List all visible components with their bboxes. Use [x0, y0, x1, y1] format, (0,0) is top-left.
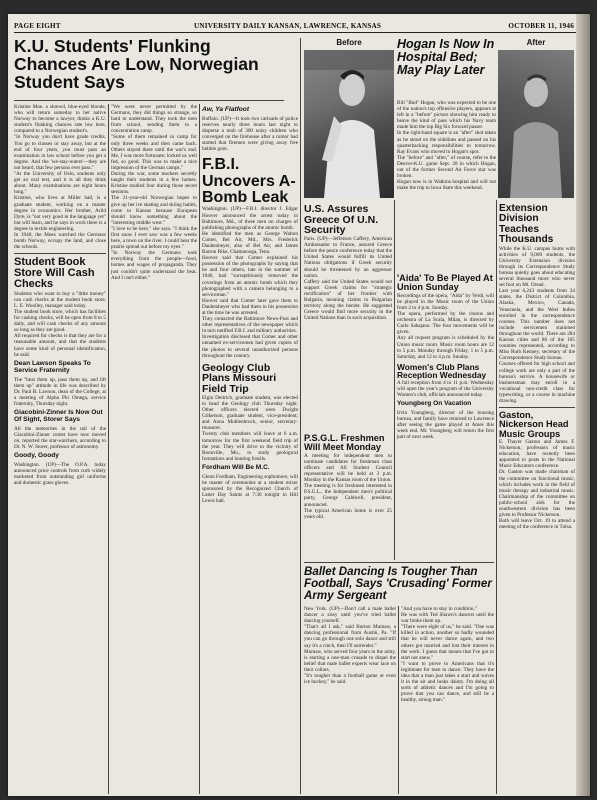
gaston-body: E. Thayer Gaston and James F. Nickerson, professors of music education, have recently been appointed to posts in the National Music Educators conference. Dr. Gaston was made chairman of the committee on functional music, which includes work in the field of music therapy and industrial music. Chairmanship of the committee on public-school aids for the southwestern division has been given to Professor Nickerson. Both will leave Oct. 19 to attend a meeting of the conference in Tulsa.	[499, 438, 575, 531]
goody-body: Washington. (UP)—The O.P.A. today announced price controls from curb widely marketed from outstanding girl uniforms and domestic grass gloves.	[14, 462, 106, 487]
hogan-headline: Hogan Is Now In Hospital Bed; May Play Later	[397, 38, 495, 77]
psgl-article	[304, 434, 392, 559]
column-rule	[398, 606, 399, 794]
womens-club-headline: Women's Club Plans Reception Wednesday	[397, 361, 487, 381]
masthead	[14, 20, 578, 33]
paper-title: UNIVERSITY DAILY KANSAN, LAWRENCE, KANSAS	[194, 22, 382, 30]
binding-edge	[576, 14, 590, 796]
column-1	[14, 104, 106, 794]
geology-headline: Geology Club Plans Missouri Field Trip	[202, 361, 277, 396]
hogan-headline-block	[397, 38, 497, 98]
ballet-headline-block	[304, 566, 494, 602]
newspaper-page	[8, 14, 590, 796]
youngberg-body: Irvin Youngberg, director of the housing bureau, and family have returned to Lawrence after seeing the game played at Ames this week end. Mr. Youngberg will return the first part of next week.	[397, 410, 494, 441]
column-rule	[394, 200, 395, 560]
psgl-body: A meeting for independent men to nominate candidates for freshman class officers and All Student Council representative will be held at 3 p.m. Monday in the Kansas room of the Union. The meeting is for freshmen interested in P.S.G.L., the Independent men's political party, George Caldwell, president, announced. The typical American home is over 25 years old.	[304, 452, 392, 520]
column-rule	[108, 104, 109, 794]
ballet-column-1	[304, 606, 396, 794]
page-label: PAGE EIGHT	[14, 22, 61, 30]
hogan-article	[397, 100, 496, 270]
lead-headline: K.U. Students' Flunking Chances Are Low, Norwegian Student Says	[14, 38, 259, 92]
lead-body-1: Kristine Moe, a shrewd, blue-eyed blonde, who will return someday to her native Norway to become a lawyer, thinks a K.U. student's flunking chances rate low here, compared to a Norwegian student's. "In Norway you don't have grade credits. You go to classes or stay away, but at the end of four years, you must pass an examination in law school before you get a degree. And the 'we-stay-outers'—they are not heard, that few persons ever pass." "At the University of Oslo, students only get an oral test, and it is all they think about. Many examinations are eight hours long." Kristine, who lives at Miller hall, is a graduate student, working on a master degree in economics. Her brother, Arild Dyre, is "not very good in the language yet" but will learn, and he says in work there is a degree in textile engineering. In 1940, the Moes watched the Germans bomb Norway, occupy the land, and close the schools.	[14, 104, 106, 251]
extension-body: While the K.U. campus hums with activities of 9,000 students, the University Extension division through its Correspondence Study bureau quietly goes about educating several thousand more who never set foot on Mt. Oread. Last year 6,243 students from 34 states, the District of Columbia, Alaska, Mexico, Canada, Venezuela, and the West Indies enrolled in the correspondence courses. This number does not include servicemen stationed throughout the world. There are 284 Kansas cities and 86 of the 105 counties represented, according to Miss Ruth Kenney, secretary of the Correspondence Study bureau. Courses offered for high school and college work are only a part of the bureau's service. A housewife or businessman may enroll in a vocational non-credit class for typewriting, or a course in machine drawing.	[499, 245, 575, 404]
before-caption: Before	[336, 38, 362, 47]
gaston-headline: Gaston, Nickerson Head Music Groups	[499, 409, 569, 439]
giacobini-body: All the meteorites in the tail of the Giacobini-Zinner comet have now moved on, reported the star-watchers, according to Dr. N. W. Storer, professor of astronomy.	[14, 425, 106, 451]
un-body: Paris. (UP)—Jefferson Caffery, American Ambassador to France, assured Greece before the peace conference today that the United States would fulfill its United Nations obligations if Greek security should be threatened by an aggressor nation. Caffery said the United States would not support Greek claims for "strategic rectification" of her frontier with Bulgaria, meaning claims to Bulgarian territory along the border. He suggested Greece would find more security in the United Nations than in such acquisition.	[304, 236, 392, 322]
column-rule	[300, 38, 301, 794]
extension-article	[499, 204, 575, 794]
before-photo-figure	[304, 50, 394, 198]
store-body: Students who want to buy a "little money" can cash checks at the student book store, L. E. Woolley, manager said today. The student book store, which has facilities for cashing checks, will be open from 8 to 5 daily, and will cash checks of any amount so long as they are good. All required for checks is that they are for a reasonable amount, and that the students have some kind of personal identification, he said.	[14, 290, 106, 358]
flatfoot-body: Buffalo. (UP)—It took two carloads of police reserves nearly three hours last night to disperse a mob of 300 noisy children who converged on the firehouse after a rumor had started that firemen were giving away free bubble gum.	[202, 115, 298, 153]
after-caption: After	[526, 38, 546, 47]
aida-body: Recordings of the opera, "Aida" by Verdi, will be played in the Music room of the Union from 2 to 4 p.m. Sunday. The opera, performed by the chorus and orchestra of La Scala, Milan, is directed by Carlo Sabajano. The four movements will be given. Any all request program is scheduled by the Union music room. Music room hours are 12 to 5 p.m. Monday through Friday, 1 to 5 p.m. Saturday, and 12 to 4 p.m. Sunday.	[397, 292, 494, 360]
goody-headline: Goody, Goody	[14, 452, 59, 460]
before-photo	[304, 50, 394, 198]
fbi-headline: F.B.I. Uncovers A-Bomb Leak	[202, 156, 296, 207]
column-rule	[496, 200, 497, 794]
dawson-body: The "beat them up, pass them up, and lift them up" attitude in life was described by Dr. Paul B. Lawson, dean of the College, at a meeting of Alpha Phi Omega, service fraternity, Thursday night.	[14, 376, 106, 407]
column-2	[111, 104, 197, 794]
column-rule	[199, 104, 200, 794]
extension-headline: Extension Division Teaches Thousands	[499, 204, 554, 246]
column-3	[202, 104, 298, 794]
lead-body-2: "We were never permitted by the Germans, they did things so strange, so hard to understand. They took the men from school, sending them to a concentration camp. "Some of them remained in camp for only three weeks and then came back. Others stayed there until the war's end. Me, I was more fortunate; locked us well fed, so good. This was to make a nice impression of the German camps." During the war, some teachers secretly taught their students in a few homes. Kristine studied four during those secret sessions. The 21-year-old Norwegian hopes to give up her ice skating and skiing habits, come to Kansas because European should know something about the "interesting middle west." "I love to be here," she says. "I think the first snow I ever saw was a few weeks here, a town on the river. I could hear the prairie spread out before my eyes." "In Norway the Germans took everything from the people—food, homes and wages of propaganda. They just couldn't quite understand the beat. And I can't either."	[111, 104, 197, 281]
aida-headline: 'Aida' To Be Played At Union Sunday	[397, 274, 493, 293]
ballet-body-1: New York. (UP)—Don't call a male ballet dancer a sissy until you've tried ballet dancing yourself. "That's all I ask," said Burton Mumaw, a dancing professional from Austin, Pa. "If you can go through one solo dance and still say it's a cinch, then I'll surrender." Mumaw, who served four years in the army, is starting a one-man crusade to dispel the belief that male ballet experts wear lace on their collars. "It's tougher than a football game or even ice hockey," he said.	[304, 606, 396, 686]
womens-club-body: A fall reception from 4 to 11 p.m. Wednesday will open the year's program of the University Women's club, officials announced today.	[397, 379, 494, 399]
un-headline: U.S. Assures Greece Of U.N. Security	[304, 204, 379, 237]
issue-date: OCTOBER 11, 1946	[508, 22, 574, 30]
after-photo	[498, 50, 574, 198]
hogan-body: Bill "Bud" Hogan, who was expected to be one of the nation's top offensive players, appears at left in a "before" picture showing him ready to heave the kind of pass which his Navy team made him the top Big Six forward passer. In the right-hand square is an "after" shot taken as he stood on the sidelines and passed on his quarterbacking responsibilities to tomorrow. Ray Evans who moved to Hogan's spot. The "before" and "after," of course, refer to the Denver-K.U. game Sept. 28 in which Hogan, out of the former Second Air Force star was broken. Hogan now is in Watkins hospital and will not make the trip to Iowa State this weekend.	[397, 100, 496, 192]
dawson-headline: Dean Lawson Speaks To Service Fraternity	[14, 359, 91, 374]
fbi-body: Washington. (UP)—F.B.I. director J. Edgar Hoover announced the arrest today in Baltimore, Md., of three men on charges of publishing photographs of the atomic bomb. He identified the men as George Walton Comer, Bel Air, Md., Mrs. Frederick Daubenheyer, also of Bel Air, and James Barron Rike, Chattanooga, Tenn. Hoover said that Comer explained his possession of the photographs by saying that he and four others, late in the summer of 1946, had "surreptitiously removed the coverings from an atomic bomb which they photographed with a camera belonging to a serviceman." Hoover said that Comer later gave them to Daubenheyer who had them in his possession at the time he was arrested. They contacted the Baltimore News-Post and other representatives of the newspaper which in turn notified F.B.I. and military authorities. Investigation disclosed that Comer and other unnamed ex-servicemen had given copies of the photos to several unauthorized persons throughout the country.	[202, 206, 298, 359]
lead-article-headline-block	[14, 38, 284, 98]
divider	[304, 562, 494, 563]
fordham-body: Glenn Fordham, Engineering sophomore, will be master of ceremonies at a student mixer sponsored by the Recognized Church of Latter Day Saints at 7:30 tonight in Hill Lewis hall.	[202, 473, 298, 505]
giacobini-headline: Giacobini-Zinner Is Now Out Of Sight, Storer Says	[14, 409, 103, 423]
lead-rule	[14, 100, 284, 101]
geology-body: Elgin Deitrich, graduate student, was elected to head the Geology club Thursday night. Other officers elected were Dwight Gilkerson, graduate student, vice-president; and Anna Muhlenbrock, senior, secretary-treasurer. Twenty club members will leave at 6 a.m. tomorrow for the first weekend field trip of the year. They will drive to the vicinity of Boonville, Mo., to study geological formations and hunting fossils.	[202, 394, 298, 462]
youngberg-headline: Youngberg On Vacation	[397, 400, 472, 408]
ballet-column-2	[401, 606, 494, 794]
divider	[499, 407, 575, 408]
aida-article	[397, 274, 494, 559]
ballet-headline: Ballet Dancing Is Tougher Than Football, Says 'Crusading' Former Army Sergeant	[304, 566, 492, 602]
fordham-headline: Fordham Will Be M.C.	[202, 463, 270, 471]
store-headline: Student Book Store Will Cash Checks	[14, 256, 95, 291]
after-photo-figure	[498, 50, 574, 198]
ballet-body-2: "And you have to stay in condition." He was with Ted Shawn's dancers until the war broke them up. "There were eight of us," he said. "One was killed in action, another so badly wounded that he will never dance again, and two others got married and lost their interest in the work. I guess that means that I've got to start out anew." "I want to prove to Americans that it's legitimate for men to dance. They have the idea that a man just takes a start and waves it in the air and looks dainty. I'm doing all sorts of athletic dances and I'm going to prove that you can dance, and still be a healthy, strong man."	[401, 606, 494, 704]
divider	[14, 253, 106, 254]
flatfoot-headline: Aw, Ya Flatfoot	[202, 106, 250, 113]
psgl-headline: P.S.G.L. Freshmen Will Meet Monday	[304, 434, 385, 453]
